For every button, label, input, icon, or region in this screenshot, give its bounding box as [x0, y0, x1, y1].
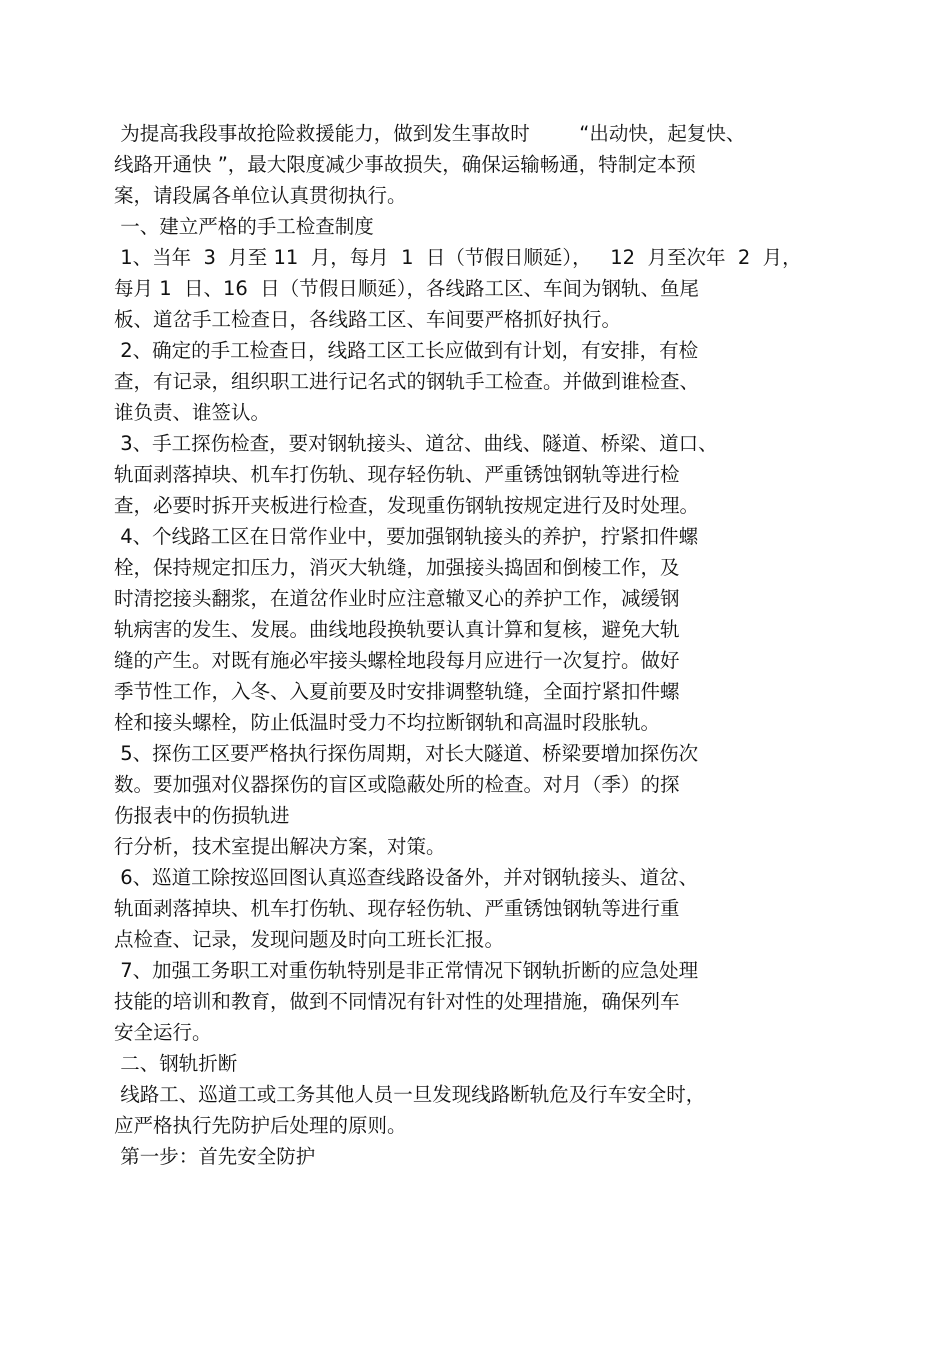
- text-line: 栓，保持规定扣压力，消灭大轨缝，加强接头捣固和倒棱工作，及: [114, 556, 680, 579]
- text-line: 5、探伤工区要严格执行探伤周期，对长大隧道、桥梁要增加探伤次: [114, 742, 699, 765]
- text-line: 线路工、巡道工或工务其他人员一旦发现线路断轨危及行车安全时，: [114, 1083, 706, 1106]
- text-line: 轨面剥落掉块、机车打伤轨、现存轻伤轨、严重锈蚀钢轨等进行重: [114, 897, 680, 920]
- text-line: 7、加强工务职工对重伤轨特别是非正常情况下钢轨折断的应急处理: [114, 959, 699, 982]
- text-line: 每月 1 日、16 日（节假日顺延），各线路工区、车间为钢轨、鱼尾: [114, 277, 699, 300]
- text-line: 时清挖接头翻浆，在道岔作业时应注意辙叉心的养护工作，减缓钢: [114, 587, 680, 610]
- text-line: 安全运行。: [114, 1021, 212, 1044]
- text-line: 1、当年 3 月至 11 月，每月 1 日（节假日顺延）， 12 月至次年 2 月，: [114, 246, 802, 269]
- text-line: 伤报表中的伤损轨进: [114, 804, 290, 827]
- text-line: 4、个线路工区在日常作业中，要加强钢轨接头的养护，拧紧扣件螺: [114, 525, 699, 548]
- text-line: 查，有记录，组织职工进行记名式的钢轨手工检查。并做到谁检查、: [114, 370, 700, 393]
- text-line: 数。要加强对仪器探伤的盲区或隐蔽处所的检查。对月（季）的探: [114, 773, 680, 796]
- text-line: 行分析，技术室提出解决方案，对策。: [114, 835, 446, 858]
- section-heading: 一、建立严格的手工检查制度: [114, 215, 374, 238]
- text-line: 案，请段属各单位认真贯彻执行。: [114, 184, 407, 207]
- text-line: 2、确定的手工检查日，线路工区工长应做到有计划，有安排，有检: [114, 339, 699, 362]
- text-line: 6、巡道工除按巡回图认真巡查线路设备外，并对钢轨接头、道岔、: [114, 866, 699, 889]
- text-line: 应严格执行先防护后处理的原则。: [114, 1114, 407, 1137]
- text-line: 轨面剥落掉块、机车打伤轨、现存轻伤轨、严重锈蚀钢轨等进行检: [114, 463, 680, 486]
- text-line: 缝的产生。对既有施必牢接头螺栓地段每月应进行一次复拧。做好: [114, 649, 680, 672]
- text-line: 3、手工探伤检查，要对钢轨接头、道岔、曲线、隧道、桥梁、道口、: [114, 432, 718, 455]
- text-line: 第一步：首先安全防护: [114, 1145, 316, 1168]
- text-line: 点检查、记录，发现问题及时向工班长汇报。: [114, 928, 505, 951]
- text-line: 谁负责、谁签认。: [114, 401, 271, 424]
- text-line: 季节性工作，入冬、入夏前要及时安排调整轨缝，全面拧紧扣件螺: [114, 680, 680, 703]
- text-line: 线路开通快 ”，最大限度减少事故损失，确保运输畅通，特制定本预: [114, 153, 696, 176]
- text-line: 技能的培训和教育，做到不同情况有针对性的处理措施，确保列车: [114, 990, 680, 1013]
- document-body: [114, 118, 874, 1172]
- text-line: 板、道岔手工检查日，各线路工区、车间要严格抓好执行。: [114, 308, 622, 331]
- text-line: 栓和接头螺栓，防止低温时受力不均拉断钢轨和高温时段胀轨。: [114, 711, 661, 734]
- section-heading: 二、钢轨折断: [114, 1052, 238, 1075]
- text-line: 查，必要时拆开夹板进行检查，发现重伤钢轨按规定进行及时处理。: [114, 494, 700, 517]
- text-line: 为提高我段事故抢险救援能力，做到发生事故时 “出动快，起复快、: [114, 122, 746, 145]
- text-line: 轨病害的发生、发展。曲线地段换轨要认真计算和复核，避免大轨: [114, 618, 680, 641]
